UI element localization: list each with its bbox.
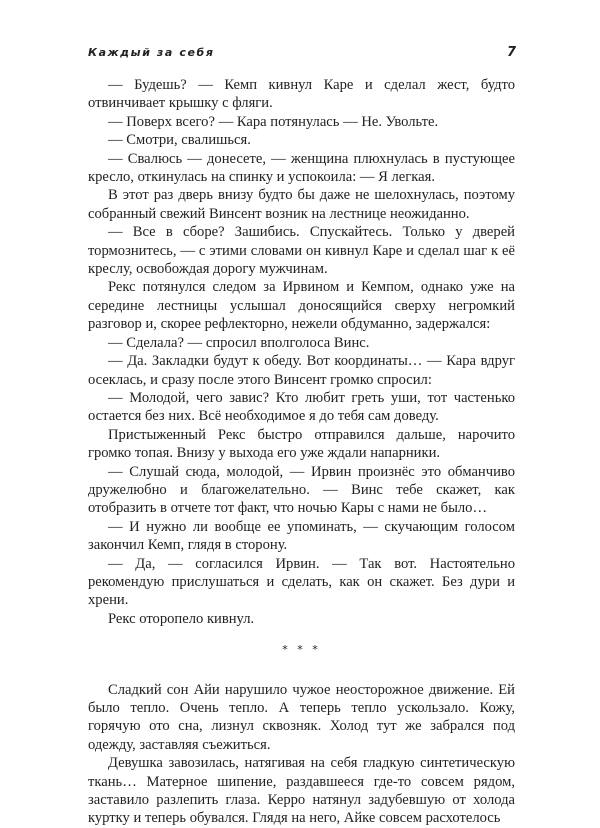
page-number: 7: [506, 45, 516, 60]
paragraph: — И нужно ли вообще ее упоминать, — скучающим голосом закончил Кемп, глядя в сторону.: [88, 518, 515, 554]
paragraph: Пристыженный Рекс быстро отправился дальше, нарочито громко топая. Внизу у выхода его уже ждали напарники.: [88, 426, 515, 462]
scene-separator: * * *: [282, 643, 321, 657]
paragraph: — Да, — согласился Ирвин. — Так вот. Настоятельно рекомендую прислушаться и сделать, как он скажет. Без дури и хрени.: [88, 555, 515, 609]
paragraph: — Все в сборе? Зашибись. Спускайтесь. Только у дверей тормознитесь, — с этими словами он кивнул Каре и сделал шаг к её креслу, освобождая дорогу мужчинам.: [88, 224, 515, 278]
paragraph: — Будешь? — Кемп кивнул Каре и сделал жест, будто отвинчивает крышку с фляги.: [88, 77, 515, 112]
running-title: Каждый за себя: [88, 46, 215, 59]
paragraph: — Смотри, свалишься.: [108, 132, 251, 149]
paragraph: — Слушай сюда, молодой, — Ирвин произнёс это обманчиво дружелюбно и благожелательно. — Винс тебе скажет, как отобразить в отчете тот факт, что ночью Кары с нами не было…: [88, 463, 515, 517]
body-text: [88, 76, 515, 828]
paragraph: — Свалюсь — донесете, — женщина плюхнулась в пустующее кресло, откинулась на спинку и успокоила: — Я легкая.: [88, 150, 515, 186]
paragraph: В этот раз дверь внизу будто бы даже не шелохнулась, поэтому собранный свежий Винсент возник на лестнице неожиданно.: [88, 187, 515, 222]
paragraph: Рекс оторопело кивнул.: [108, 610, 255, 627]
paragraph: — Молодой, чего завис? Кто любит греть уши, тот частенько остается без них. Всё необходимое я до тебя сам доведу.: [88, 389, 515, 425]
paragraph: — Да. Закладки будут к обеду. Вот координаты… — Кара вдруг осеклась, и сразу после этого Винсент громко спросил:: [88, 353, 515, 388]
paragraph: — Сделала? — спросил вполголоса Винс.: [108, 334, 370, 351]
paragraph: — Поверх всего? — Кара потянулась — Не. Увольте.: [108, 113, 439, 130]
paragraph: Девушка завозилась, натягивая на себя гладкую синтетическую ткань… Матерное шипение, раздавшееся где-то совсем рядом, заставило разлепить глаза. Керро натянул задубевшую от холода куртку и теперь обувался. Глядя на него, Айке совсем расхотелось: [88, 755, 515, 827]
paragraph: Сладкий сон Айи нарушило чужое неосторожное движение. Ей было тепло. Очень тепло. А теперь тепло ускользало. Кожу, горячую ото сна, лизнул сквозняк. Холод тут же забрался под одежду, заставляя съежиться.: [88, 681, 515, 753]
paragraph: Рекс потянулся следом за Ирвином и Кемпом, однако уже на середине лестницы услышал доносящийся сверху негромкий разговор и, скорее рефлекторно, нежели обдуманно, задержался:: [88, 279, 515, 333]
